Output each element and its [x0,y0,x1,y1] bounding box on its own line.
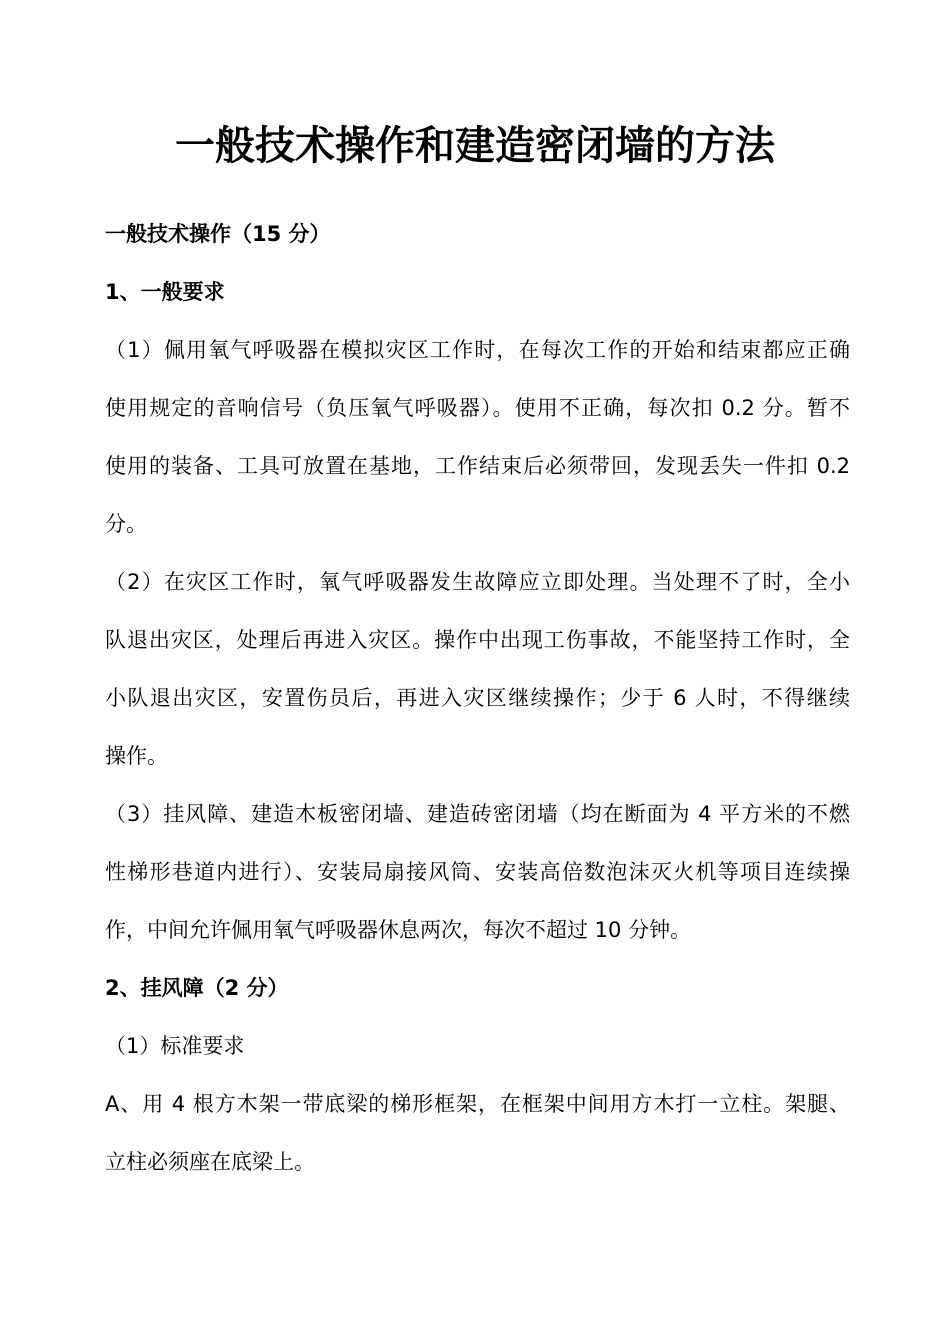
item-heading-standard-requirements: （1）标准要求 [105,1034,245,1058]
paragraph-line: 队退出灾区，处理后再进入灾区。操作中出现工伤事故，不能坚持工作时，全 [105,628,850,652]
section-heading-general-operations: 一般技术操作（15 分） [105,222,331,246]
paragraph-line: 立柱必须座在底梁上。 [105,1150,315,1174]
paragraph-line: 作，中间允许佩用氧气呼吸器休息两次，每次不超过 10 分钟。 [105,918,692,942]
paragraph-line: 操作。 [105,744,168,768]
paragraph-line: 小队退出灾区，安置伤员后，再进入灾区继续操作；少于 6 人时，不得继续 [105,686,850,710]
subsection-heading-hang-air-barrier: 2、挂风障（2 分） [105,976,289,1000]
document-body [105,205,850,1191]
paragraph-line: 使用的装备、工具可放置在基地，工作结束后必须带回，发现丢失一件扣 0.2 [105,454,850,478]
paragraph-line: （1）佩用氧气呼吸器在模拟灾区工作时，在每次工作的开始和结束都应正确 [105,338,850,362]
document-title: 一般技术操作和建造密闭墙的方法 [175,123,775,169]
paragraph-line: （3）挂风障、建造木板密闭墙、建造砖密闭墙（均在断面为 4 平方米的不燃 [105,802,850,826]
paragraph-line: 使用规定的音响信号（负压氧气呼吸器）。使用不正确，每次扣 0.2 分。暂不 [105,396,850,420]
paragraph-line: A、用 4 根方木架一带底梁的梯形框架，在框架中间用方木打一立柱。架腿、 [105,1092,850,1116]
paragraph-line: 分。 [105,512,147,536]
paragraph-line: 性梯形巷道内进行）、安装局扇接风筒、安装高倍数泡沫灭火机等项目连续操 [105,860,850,884]
paragraph-line: （2）在灾区工作时，氧气呼吸器发生故障应立即处理。当处理不了时，全小 [105,570,850,594]
subsection-heading-general-requirements: 1、一般要求 [105,280,225,304]
